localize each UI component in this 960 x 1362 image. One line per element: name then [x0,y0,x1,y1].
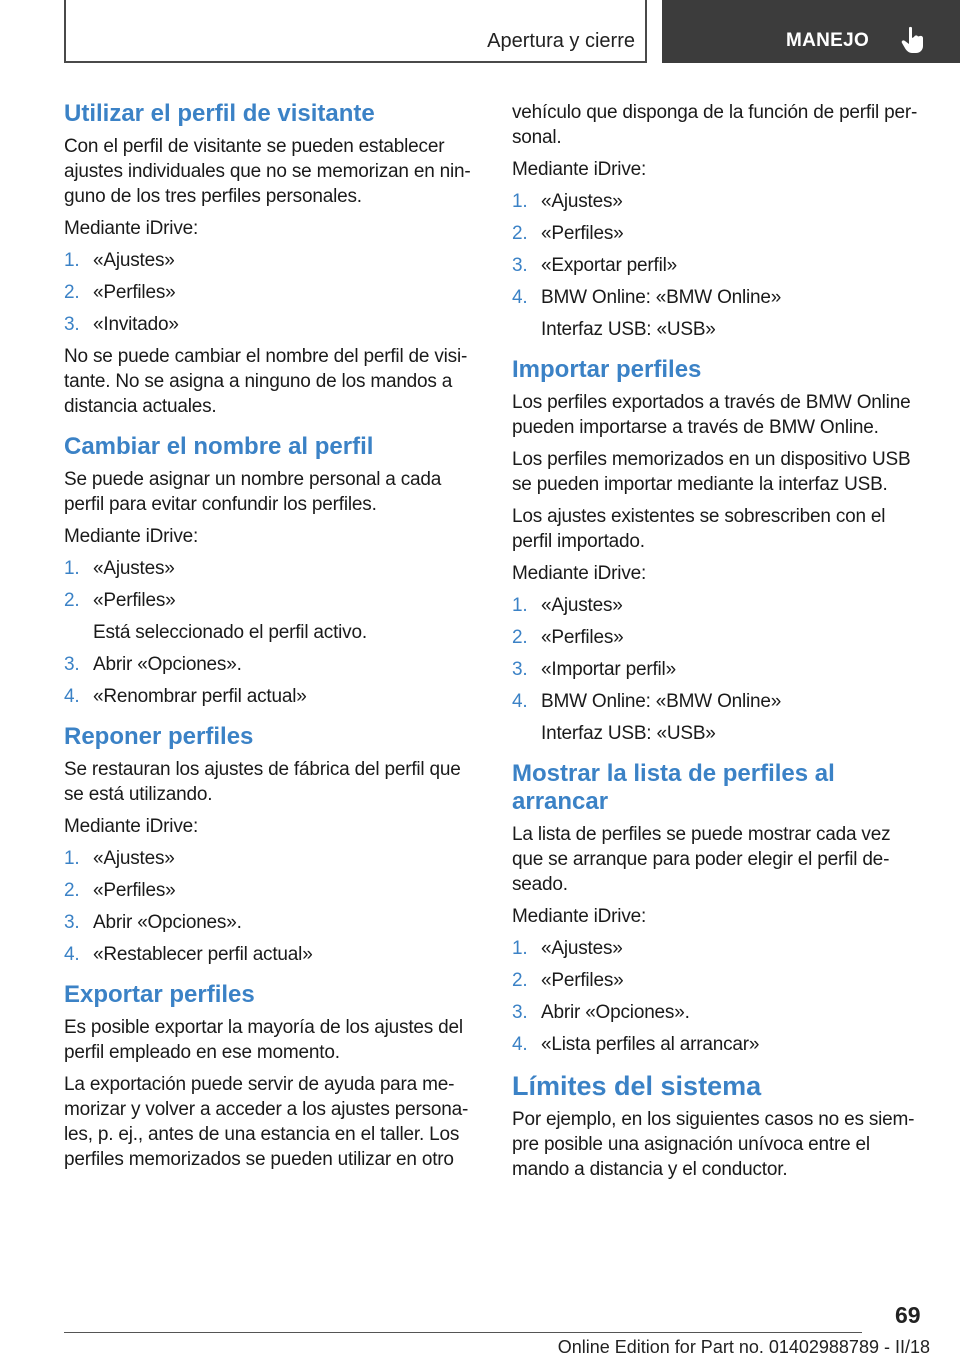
step-number: 1. [64,250,80,271]
step-number: 2. [64,880,80,901]
step-number: 2. [512,223,528,244]
step-number: 1. [64,558,80,579]
step-text: «Perfiles» [93,880,176,901]
step-item [64,248,476,273]
step-item [512,968,924,993]
step-number: 3. [512,1002,528,1023]
section-heading: Exportar perfiles [64,981,255,1008]
pointing-hand-icon [900,26,926,54]
step-text: «Ajustes» [541,595,623,616]
paragraph: Es posible exportar la mayoría de los ajustes del perfil empleado en ese momento. [64,1017,463,1063]
step-number: 4. [512,1034,528,1055]
step-item [64,846,476,871]
step-text: «Ajustes» [93,558,175,579]
paragraph: La exportación puede servir de ayuda para memorizar y volver a acceder a los ajustes personales, p. ej., antes de una estancia en el taller. Los perfiles memorizados se pueden utilizar en otro [64,1074,469,1170]
paragraph: No se puede cambiar el nombre del perfil de visitante. No se asigna a ninguno de los mandos a distancia actuales. [64,346,468,417]
paragraph: Por ejemplo, en los siguientes casos no es siempre posible una asignación unívoca entre el mando a distancia y el conductor. [512,1109,915,1180]
step-item [512,689,924,746]
paragraph: Mediante iDrive: [64,816,199,837]
chapter-tab-label: MANEJO [786,30,870,51]
section-heading: Cambiar el nombre al perfil [64,433,374,460]
step-item [512,221,924,246]
step-item [64,878,476,903]
step-number: 2. [64,282,80,303]
step-number: 3. [512,659,528,680]
step-number: 4. [64,686,80,707]
footer-divider [64,1332,862,1333]
section [64,100,476,419]
step-text: «Perfiles» [541,627,624,648]
section [64,433,476,709]
step-number: 3. [64,314,80,335]
step-list [64,556,476,709]
paragraph: Los perfiles exportados a través de BMW Online pueden importarse a través de BMW Online. [512,392,911,438]
step-item [512,593,924,618]
left-column [64,100,476,1186]
paragraph: Mediante iDrive: [512,906,647,927]
step-text: «Perfiles» [541,223,624,244]
step-note: Interfaz USB: «USB» [541,723,716,744]
section-heading: Utilizar el perfil de visitante [64,100,375,127]
step-item [64,312,476,337]
step-text: «Perfiles» [541,970,624,991]
step-number: 3. [512,255,528,276]
paragraph: Mediante iDrive: [64,526,199,547]
step-text: «Perfiles» [93,590,176,611]
step-text: «Ajustes» [541,938,623,959]
step-number: 2. [512,970,528,991]
step-text: «Importar perfil» [541,659,676,680]
right-column [512,100,924,1196]
step-text: «Invitado» [93,314,179,335]
step-number: 3. [64,912,80,933]
step-item [64,942,476,967]
step-note: Interfaz USB: «USB» [541,319,716,340]
paragraph: Mediante iDrive: [64,218,199,239]
step-text: «Renombrar perfil actual» [93,686,307,707]
paragraph: La lista de perfiles se puede mostrar cada vez que se arranque para poder elegir el perfil deseado. [512,824,891,895]
section [512,760,924,1057]
step-item [512,1032,924,1057]
step-number: 3. [64,654,80,675]
section [64,981,476,1172]
step-text: «Ajustes» [93,250,175,271]
paragraph: Mediante iDrive: [512,159,647,180]
step-text: «Perfiles» [93,282,176,303]
paragraph: Se restauran los ajustes de fábrica del perfil que se está utilizando. [64,759,461,805]
paragraph: vehículo que disponga de la función de perfil personal. [512,102,918,148]
step-item [512,1000,924,1025]
step-number: 1. [64,848,80,869]
step-text: Abrir «Opciones». [541,1002,690,1023]
step-text: BMW Online: «BMW Online» [541,691,782,712]
step-number: 4. [512,287,528,308]
step-text: «Lista perfiles al arrancar» [541,1034,760,1055]
step-item [64,684,476,709]
step-note: Está seleccionado el perfil activo. [93,622,367,643]
paragraph: Se puede asignar un nombre personal a cada perfil para evitar confundir los perfiles. [64,469,442,515]
paragraph: Los perfiles memorizados en un dispositivo USB se pueden importar mediante la interfaz USB. [512,449,911,495]
step-number: 1. [512,595,528,616]
step-number: 2. [512,627,528,648]
step-item [512,285,924,342]
step-item [64,588,476,645]
section-heading: Reponer perfiles [64,723,254,750]
step-number: 4. [512,691,528,712]
section-heading: Límites del sistema [512,1071,762,1101]
step-item [512,936,924,961]
step-text: Abrir «Opciones». [93,912,242,933]
step-text: Abrir «Opciones». [93,654,242,675]
paragraph: Mediante iDrive: [512,563,647,584]
step-text: «Restablecer perfil actual» [93,944,313,965]
section-heading: Importar perfiles [512,356,702,383]
step-text: «Ajustes» [93,848,175,869]
step-list [512,593,924,746]
header-section-box [64,0,647,63]
step-number: 1. [512,191,528,212]
chapter-tab [662,0,960,63]
step-list [64,248,476,337]
paragraph: Los ajustes existentes se sobrescriben con el perfil importado. [512,506,886,552]
step-item [64,556,476,581]
section-title: Apertura y cierre [487,30,635,52]
paragraph: Con el perfil de visitante se pueden establecer ajustes individuales que no se memorizan en ninguno de los tres perfiles personales. [64,136,471,207]
step-number: 2. [64,590,80,611]
step-list [512,936,924,1057]
step-number: 4. [64,944,80,965]
edition-note: Online Edition for Part no. 01402988789 - II/18 [557,1337,930,1357]
step-text: «Exportar perfil» [541,255,678,276]
section [512,356,924,746]
step-list [64,846,476,967]
step-item [512,657,924,682]
step-item [512,625,924,650]
step-item [64,280,476,305]
step-item [512,189,924,214]
page-number: 69 [895,1302,921,1328]
step-item [64,910,476,935]
step-item [64,652,476,677]
section-heading: Mostrar la lista de perfiles al arrancar [512,760,835,815]
step-text: «Ajustes» [541,191,623,212]
section [512,100,924,342]
section [512,1071,924,1182]
section [64,723,476,967]
step-list [512,189,924,342]
step-number: 1. [512,938,528,959]
step-item [512,253,924,278]
step-text: BMW Online: «BMW Online» [541,287,782,308]
